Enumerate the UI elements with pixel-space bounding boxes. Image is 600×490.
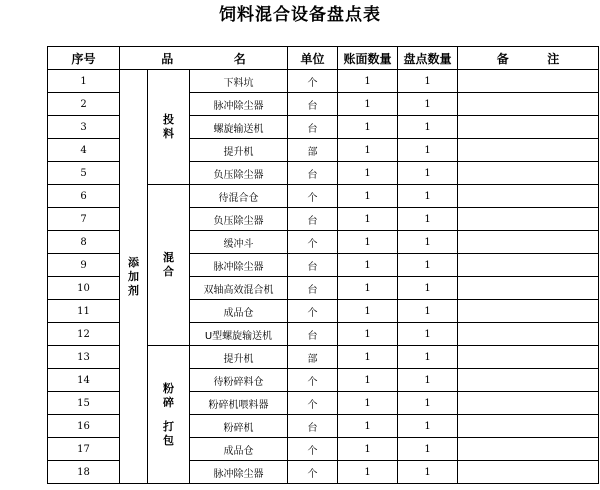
row-seq: 2 — [48, 93, 120, 116]
group-char: 料 — [163, 127, 174, 140]
group-char: 包 — [163, 433, 174, 447]
item-unit: 台 — [288, 277, 338, 300]
row-seq: 4 — [48, 139, 120, 162]
inventory-table — [47, 46, 599, 484]
item-unit: 台 — [288, 116, 338, 139]
count-quantity: 1 — [398, 231, 458, 254]
count-quantity: 1 — [398, 185, 458, 208]
remark-cell — [458, 162, 599, 185]
item-unit: 个 — [288, 438, 338, 461]
row-seq: 1 — [48, 70, 120, 93]
book-quantity: 1 — [338, 461, 398, 484]
book-quantity: 1 — [338, 415, 398, 438]
table-body — [48, 70, 599, 484]
row-seq: 14 — [48, 369, 120, 392]
group-char: 粉 — [163, 381, 174, 395]
count-quantity: 1 — [398, 70, 458, 93]
item-unit: 个 — [288, 231, 338, 254]
count-quantity: 1 — [398, 93, 458, 116]
table-header-row — [48, 47, 599, 70]
book-quantity: 1 — [338, 300, 398, 323]
item-unit: 台 — [288, 208, 338, 231]
item-name: 缓冲斗 — [190, 231, 288, 254]
header-count-qty: 盘点数量 — [398, 47, 458, 70]
item-unit: 台 — [288, 254, 338, 277]
item-name: 提升机 — [190, 139, 288, 162]
row-seq: 8 — [48, 231, 120, 254]
row-seq: 15 — [48, 392, 120, 415]
remark-cell — [458, 346, 599, 369]
remark-cell — [458, 323, 599, 346]
book-quantity: 1 — [338, 369, 398, 392]
item-unit: 个 — [288, 300, 338, 323]
header-remark — [458, 47, 599, 70]
category-char: 添 — [128, 255, 139, 269]
header-seq: 序号 — [48, 47, 120, 70]
remark-cell — [458, 116, 599, 139]
page-title: 饲料混合设备盘点表 — [219, 5, 381, 25]
book-quantity: 1 — [338, 162, 398, 185]
group-char: 打 — [163, 419, 174, 433]
count-quantity: 1 — [398, 277, 458, 300]
book-quantity: 1 — [338, 70, 398, 93]
item-unit: 部 — [288, 139, 338, 162]
item-name: 负压除尘器 — [190, 208, 288, 231]
item-name: 下料坑 — [190, 70, 288, 93]
item-unit: 个 — [288, 70, 338, 93]
item-name: 脉冲除尘器 — [190, 93, 288, 116]
remark-cell — [458, 277, 599, 300]
item-name: 负压除尘器 — [190, 162, 288, 185]
category-cell — [120, 70, 148, 484]
header-unit: 单位 — [288, 47, 338, 70]
header-name — [120, 47, 288, 70]
group-cell — [148, 70, 190, 185]
book-quantity: 1 — [338, 277, 398, 300]
remark-cell — [458, 461, 599, 484]
count-quantity: 1 — [398, 415, 458, 438]
remark-cell — [458, 139, 599, 162]
count-quantity: 1 — [398, 300, 458, 323]
count-quantity: 1 — [398, 162, 458, 185]
book-quantity: 1 — [338, 392, 398, 415]
remark-cell — [458, 93, 599, 116]
row-seq: 7 — [48, 208, 120, 231]
book-quantity: 1 — [338, 116, 398, 139]
item-unit: 个 — [288, 369, 338, 392]
item-unit: 台 — [288, 415, 338, 438]
remark-cell — [458, 438, 599, 461]
item-name: 螺旋输送机 — [190, 116, 288, 139]
count-quantity: 1 — [398, 438, 458, 461]
item-unit: 个 — [288, 461, 338, 484]
remark-cell — [458, 254, 599, 277]
group-char: 碎 — [163, 395, 174, 409]
row-seq: 3 — [48, 116, 120, 139]
book-quantity: 1 — [338, 323, 398, 346]
row-seq: 9 — [48, 254, 120, 277]
book-quantity: 1 — [338, 208, 398, 231]
row-seq: 6 — [48, 185, 120, 208]
item-name: 成品仓 — [190, 300, 288, 323]
count-quantity: 1 — [398, 208, 458, 231]
row-seq: 13 — [48, 346, 120, 369]
item-name: 粉碎机喂料器 — [190, 392, 288, 415]
count-quantity: 1 — [398, 254, 458, 277]
item-name: 脉冲除尘器 — [190, 254, 288, 277]
row-seq: 5 — [48, 162, 120, 185]
count-quantity: 1 — [398, 369, 458, 392]
remark-cell — [458, 231, 599, 254]
remark-cell — [458, 415, 599, 438]
item-unit: 部 — [288, 346, 338, 369]
header-book-qty: 账面数量 — [338, 47, 398, 70]
item-name: 提升机 — [190, 346, 288, 369]
row-seq: 16 — [48, 415, 120, 438]
book-quantity: 1 — [338, 254, 398, 277]
book-quantity: 1 — [338, 185, 398, 208]
item-name: 待混合仓 — [190, 185, 288, 208]
book-quantity: 1 — [338, 231, 398, 254]
count-quantity: 1 — [398, 116, 458, 139]
group-cell — [148, 185, 190, 346]
group-cell — [148, 346, 190, 484]
category-char: 加 — [128, 269, 139, 283]
category-char: 剂 — [128, 283, 139, 297]
remark-cell — [458, 392, 599, 415]
remark-cell — [458, 300, 599, 323]
row-seq: 10 — [48, 277, 120, 300]
item-name: 成品仓 — [190, 438, 288, 461]
count-quantity: 1 — [398, 392, 458, 415]
header-remark-right: 注 — [547, 51, 560, 66]
remark-cell — [458, 70, 599, 93]
row-seq: 11 — [48, 300, 120, 323]
remark-cell — [458, 208, 599, 231]
item-name: 脉冲除尘器 — [190, 461, 288, 484]
book-quantity: 1 — [338, 139, 398, 162]
count-quantity: 1 — [398, 346, 458, 369]
item-unit: 台 — [288, 323, 338, 346]
book-quantity: 1 — [338, 93, 398, 116]
remark-cell — [458, 185, 599, 208]
group-char: 合 — [163, 265, 174, 278]
item-name: U型螺旋输送机 — [190, 323, 288, 346]
book-quantity: 1 — [338, 346, 398, 369]
count-quantity: 1 — [398, 461, 458, 484]
count-quantity: 1 — [398, 139, 458, 162]
item-name: 待粉碎料仓 — [190, 369, 288, 392]
remark-cell — [458, 369, 599, 392]
table-row — [48, 70, 599, 93]
header-name-left: 品 — [161, 51, 174, 66]
header-name-right: 名 — [233, 51, 246, 66]
book-quantity: 1 — [338, 438, 398, 461]
group-char: 投 — [163, 113, 174, 126]
item-unit: 个 — [288, 185, 338, 208]
item-name: 粉碎机 — [190, 415, 288, 438]
item-unit: 台 — [288, 93, 338, 116]
item-name: 双轴高效混合机 — [190, 277, 288, 300]
header-remark-left: 备 — [496, 51, 509, 66]
count-quantity: 1 — [398, 323, 458, 346]
row-seq: 18 — [48, 461, 120, 484]
group-char: 混 — [163, 251, 174, 264]
item-unit: 个 — [288, 392, 338, 415]
item-unit: 台 — [288, 162, 338, 185]
row-seq: 12 — [48, 323, 120, 346]
row-seq: 17 — [48, 438, 120, 461]
